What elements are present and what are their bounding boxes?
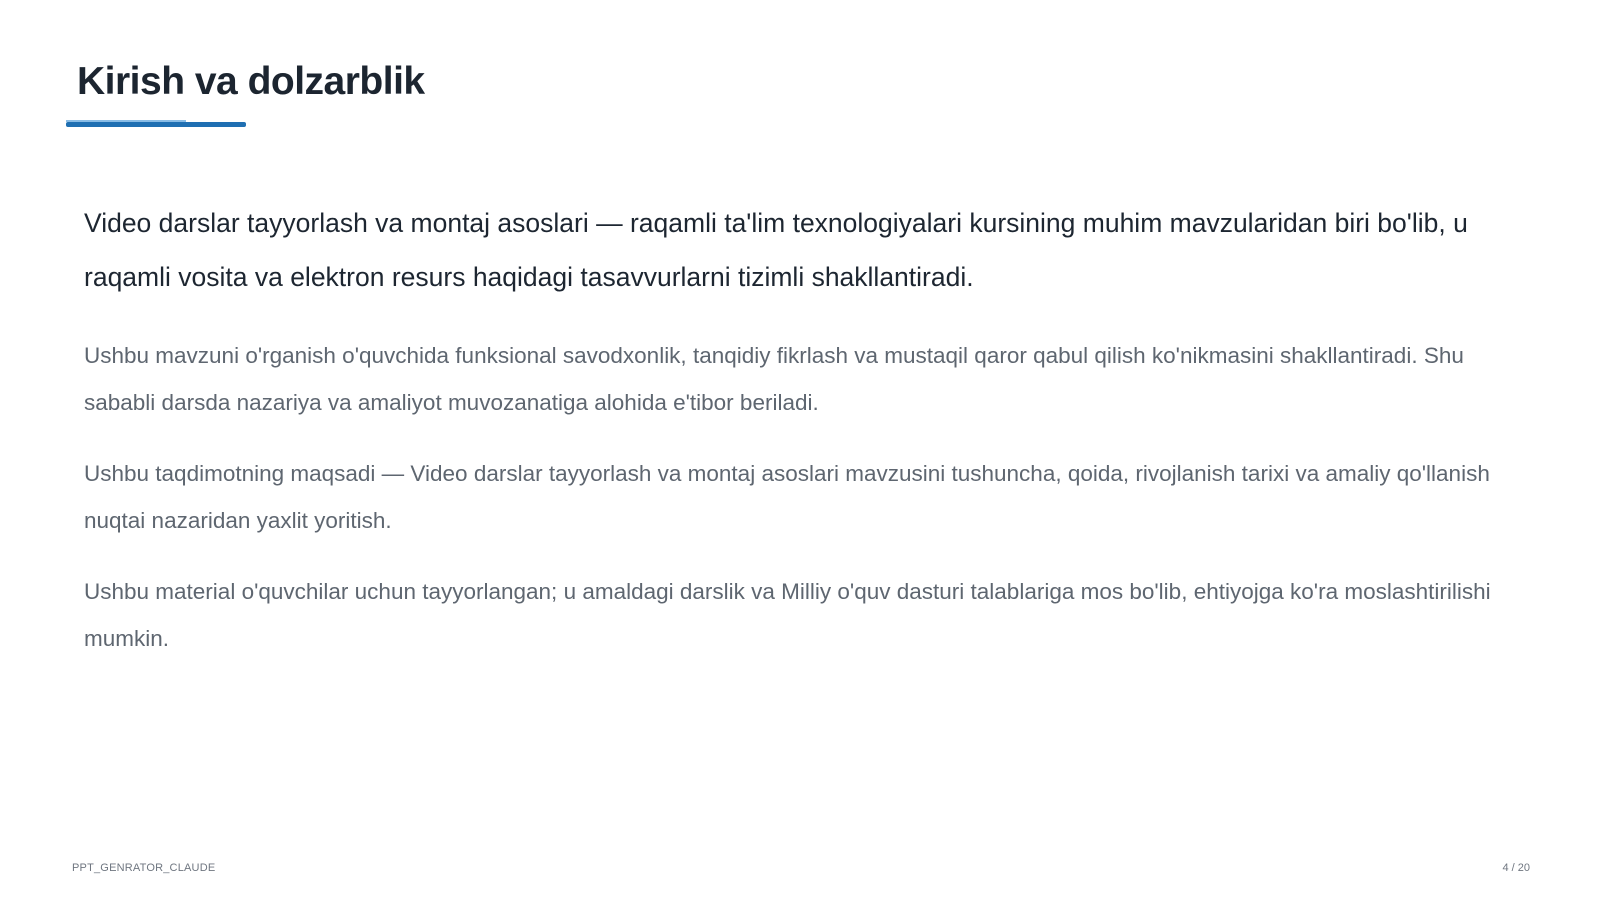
slide-title: Kirish va dolzarblik	[77, 60, 425, 103]
body-paragraph-1: Ushbu mavzuni o'rganish o'quvchida funksional savodxonlik, tanqidiy fikrlash va mustaqil qaror qabul qilish ko'nikmasini shakllantiradi. Shu sababli darsda nazariya va amaliyot muvozanatiga alohida e'tibor beriladi.	[84, 343, 1464, 415]
slide-content	[84, 196, 1514, 686]
body-paragraph-2: Ushbu taqdimotning maqsadi — Video darslar tayyorlash va montaj asoslari mavzusini tushuncha, qoida, rivojlanish tarixi va amaliy qo'llanish nuqtai nazaridan yaxlit yoritish.	[84, 461, 1490, 533]
footer-source: PPT_GENRATOR_CLAUDE	[72, 862, 216, 874]
body-paragraph-3: Ushbu material o'quvchilar uchun tayyorlangan; u amaldagi darslik va Milliy o'quv dasturi talablariga mos bo'lib, ehtiyojga ko'ra moslashtirilishi mumkin.	[84, 579, 1491, 651]
title-underline	[66, 122, 246, 127]
title-underline-accent	[66, 120, 186, 122]
page-number: 4 / 20	[1502, 862, 1530, 874]
lead-paragraph: Video darslar tayyorlash va montaj asoslari — raqamli ta'lim texnologiyalari kursining muhim mavzularidan biri bo'lib, u raqamli vosita va elektron resurs haqidagi tasavvurlarni tizimli shakllantiradi.	[84, 208, 1468, 292]
